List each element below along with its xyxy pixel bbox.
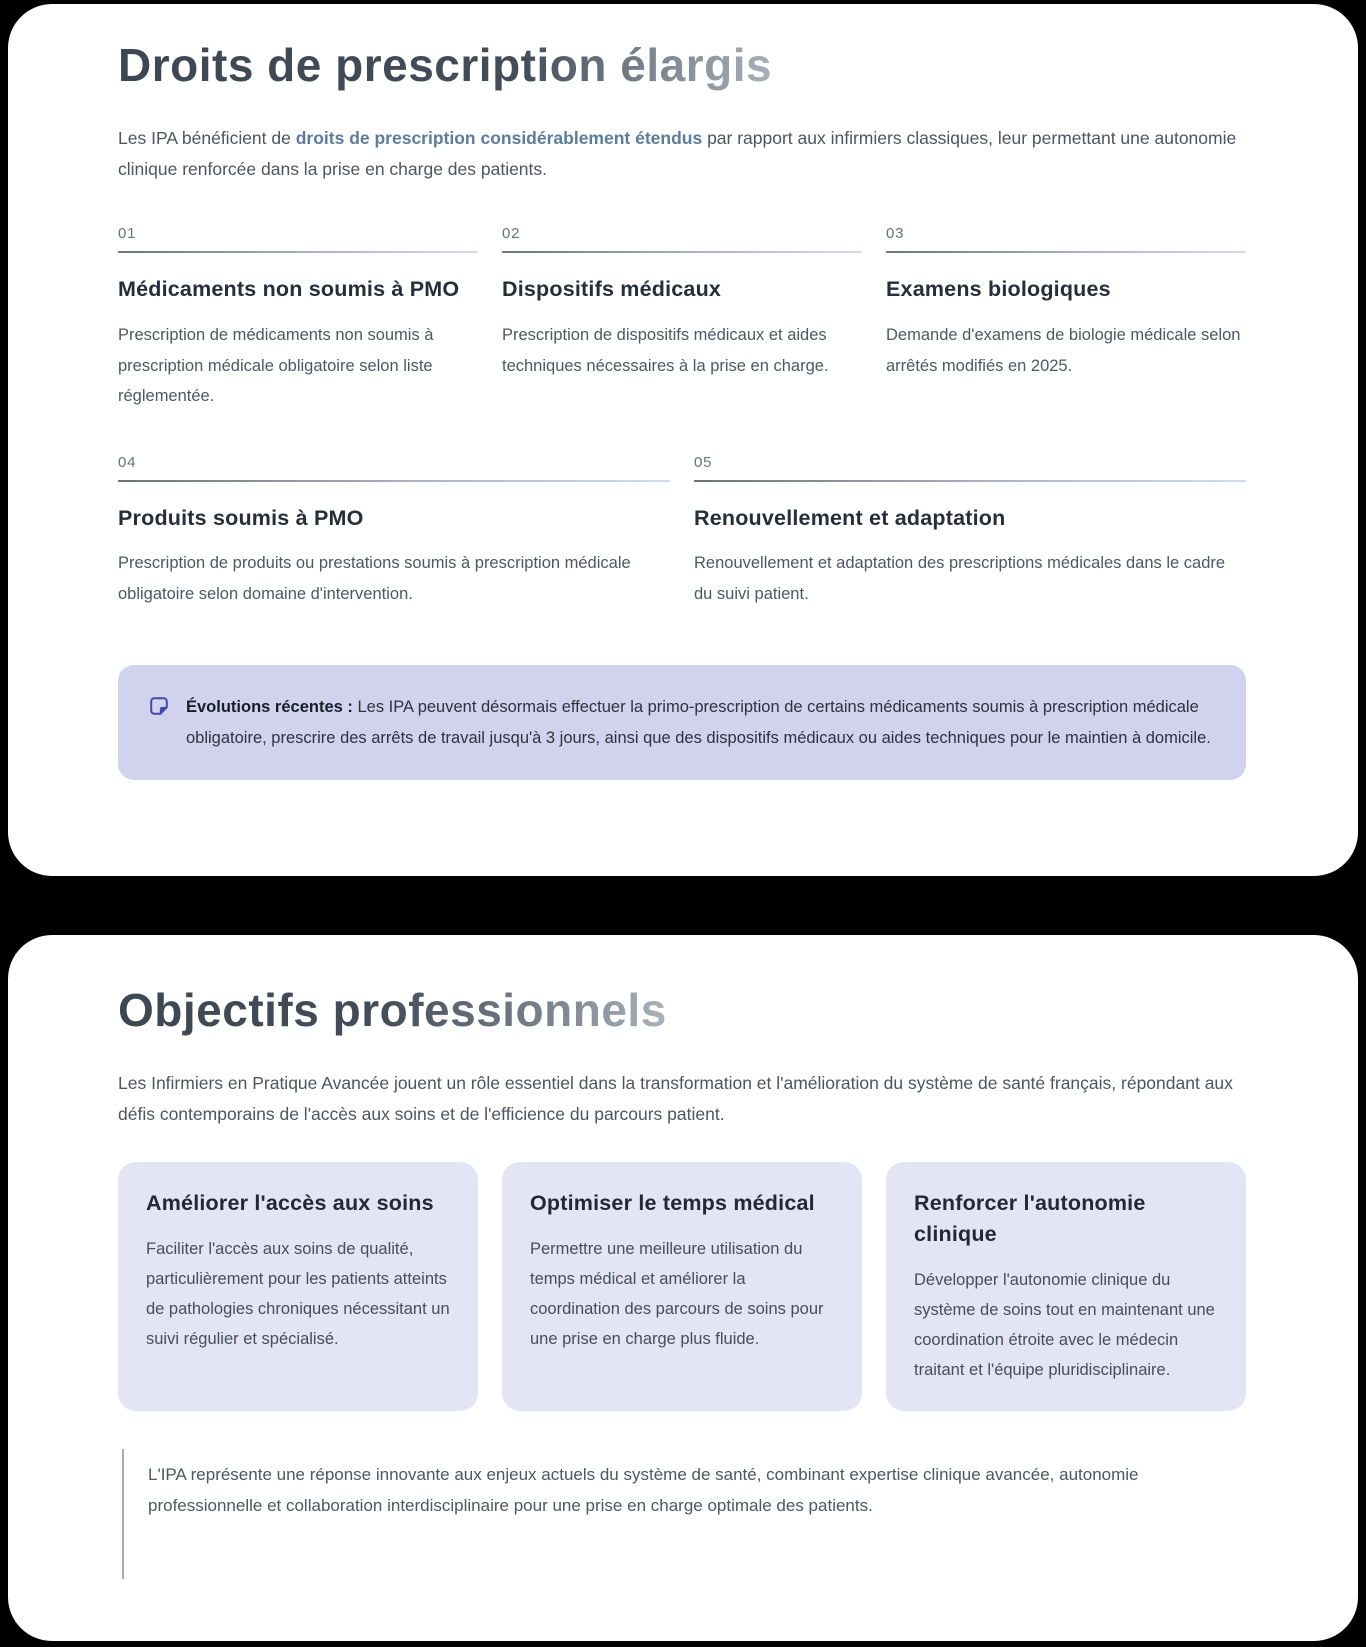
- numbered-item-05: [694, 454, 1246, 610]
- item-number: 02: [502, 225, 521, 243]
- prescription-intro: [118, 123, 1246, 185]
- objective-cards-row: [118, 1162, 1246, 1410]
- objective-description: Faciliter l'accès aux soins de qualité, particulièrement pour les patients atteints de pathologies chroniques nécessitant un suivi régulier et spécialisé.: [146, 1239, 450, 1349]
- item-number: 03: [886, 225, 905, 243]
- item-divider: [118, 251, 478, 253]
- ipa-summary-quote: [122, 1449, 1246, 1580]
- recent-evolutions-callout: [118, 665, 1246, 780]
- objective-title: Optimiser le temps médical: [530, 1191, 815, 1216]
- objective-title: Renforcer l'autonomie clinique: [914, 1191, 1146, 1246]
- numbered-item-03: [886, 225, 1246, 411]
- objective-title: Améliorer l'accès aux soins: [146, 1191, 434, 1216]
- item-number: 05: [694, 453, 713, 471]
- item-title: Dispositifs médicaux: [502, 277, 722, 302]
- objective-description: Permettre une meilleure utilisation du temps médical et améliorer la coordination des parcours de soins pour une prise en charge plus fluide.: [530, 1239, 824, 1349]
- numbered-items-row-1: [118, 225, 1246, 411]
- item-divider: [118, 480, 670, 482]
- numbered-item-04: [118, 454, 670, 610]
- section-title-professional-objectives: Objectifs professionnels: [118, 983, 667, 1038]
- callout-label: Évolutions récentes :: [186, 698, 353, 717]
- numbered-item-02: [502, 225, 862, 411]
- numbered-item-01: [118, 225, 478, 411]
- item-description: Demande d'examens de biologie médicale selon arrêtés modifiés en 2025.: [886, 326, 1241, 375]
- item-description: Prescription de dispositifs médicaux et aides techniques nécessaires à la prise en charge.: [502, 326, 829, 375]
- intro-text-after: par rapport aux infirmiers classiques, leur permettant une autonomie clinique renforcée dans la prise en charge des patients.: [118, 128, 1237, 180]
- item-divider: [694, 480, 1246, 482]
- item-description: Prescription de médicaments non soumis à prescription médicale obligatoire selon liste réglementée.: [118, 326, 434, 406]
- objective-card-access: [118, 1162, 478, 1410]
- professional-objectives-card: [8, 935, 1358, 1641]
- prescription-rights-card: [8, 4, 1358, 876]
- item-description: Prescription de produits ou prestations soumis à prescription médicale obligatoire selon domaine d'intervention.: [118, 554, 631, 603]
- section-title-prescription-rights: Droits de prescription élargis: [118, 38, 772, 93]
- item-number: 01: [118, 225, 137, 243]
- intro-highlight: droits de prescription considérablement étendus: [295, 128, 703, 149]
- intro-text-before: Les IPA bénéficient de: [118, 128, 296, 149]
- item-title: Produits soumis à PMO: [118, 505, 364, 530]
- note-icon: [148, 695, 170, 722]
- objective-card-medical-time: [502, 1162, 862, 1410]
- item-description: Renouvellement et adaptation des prescriptions médicales dans le cadre du suivi patient.: [694, 554, 1226, 603]
- callout-body: Les IPA peuvent désormais effectuer la primo-prescription de certains médicaments soumis à prescription médicale obligatoire, prescrire des arrêts de travail jusqu'à 3 jours, ainsi que des dispositifs médicaux ou aides techniques pour le maintien à domicile.: [186, 698, 1211, 747]
- item-divider: [886, 251, 1246, 253]
- objective-card-autonomy: [886, 1162, 1246, 1410]
- item-divider: [502, 251, 862, 253]
- objectives-intro: Les Infirmiers en Pratique Avancée jouent un rôle essentiel dans la transformation et l'amélioration du système de santé français, répondant aux défis contemporains de l'accès aux soins et de l'efficience du parcours patient.: [118, 1073, 1233, 1125]
- item-title: Médicaments non soumis à PMO: [118, 277, 460, 302]
- quote-text: L'IPA représente une réponse innovante aux enjeux actuels du système de santé, combinant expertise clinique avancée, autonomie professionnelle et collaboration interdisciplinaire pour une prise en charge optimale des patients.: [148, 1464, 1139, 1515]
- item-title: Examens biologiques: [886, 277, 1111, 302]
- objective-description: Développer l'autonomie clinique du système de soins tout en maintenant une coordination étroite avec le médecin traitant et l'équipe pluridisciplinaire.: [914, 1270, 1215, 1379]
- item-number: 04: [118, 453, 137, 471]
- item-title: Renouvellement et adaptation: [694, 505, 1006, 530]
- callout-text: [186, 692, 1212, 753]
- numbered-items-row-2: [118, 454, 1246, 610]
